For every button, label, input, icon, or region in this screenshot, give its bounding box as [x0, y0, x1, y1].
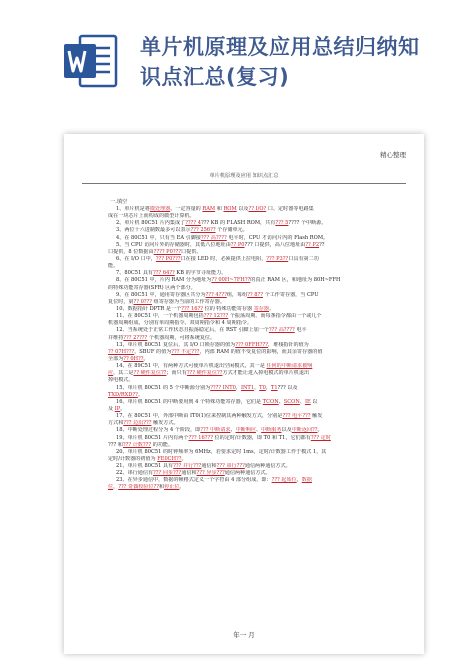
text-line: [108, 285, 398, 292]
text-segment: ，堆栈指针的值为: [268, 341, 309, 348]
text-segment: 全部为: [108, 355, 124, 362]
answer-blank: ??? 高????: [200, 234, 227, 241]
text-segment: 14、在 89C51 中，有两种方式可使单片机退出空闲模式，其一是: [116, 363, 267, 370]
document-subtitle: 单片机原理及应用 知识点汇总: [209, 173, 279, 179]
text-line: [108, 420, 398, 427]
answer-blank: ??? P0???: [155, 255, 181, 262]
answer-blank: 任何的中断请求被响: [266, 363, 313, 370]
answer-blank: ??? 5: [275, 220, 289, 227]
text-line: [108, 385, 398, 392]
text-line: [108, 327, 398, 334]
text-segment: 方式和: [108, 420, 124, 427]
answer-blank: ??? 串行???: [216, 463, 245, 470]
text-segment: 口提供。: [181, 248, 202, 255]
answer-blank: ??? 0FFH???: [235, 341, 268, 348]
text-line: [108, 220, 398, 227]
text-segment: 机器周期组成，分别有单周期指令、双周期指令和 4 周期指令。: [108, 320, 253, 327]
text-segment: 掉电模式。: [108, 377, 134, 384]
text-segment: 并维持: [108, 334, 124, 341]
text-line: [108, 299, 398, 306]
answer-blank: ??? 奇偶校验位??: [118, 484, 159, 491]
answer-blank: ?? P2: [305, 241, 320, 248]
text-segment: 以及: [281, 427, 292, 434]
text-line: [108, 313, 398, 320]
text-segment: 电平: [294, 327, 307, 334]
answer-blank: ??? 16??: [181, 305, 203, 312]
text-line: [108, 406, 398, 413]
answer-blank: INT1: [240, 384, 255, 391]
header-divider: [82, 183, 406, 184]
text-line: [108, 249, 398, 256]
answer-blank: ??? 不定???: [171, 348, 200, 355]
text-segment: 电平时，CPU 才访问片内的 Flash ROM。: [226, 234, 329, 241]
title-line-1: 单片机原理及应用总结归纳知: [140, 35, 420, 59]
answer-blank: ?? 硬件复位??: [133, 370, 167, 377]
text-segment: 。: [317, 427, 323, 434]
text-line: [108, 370, 398, 377]
answer-blank: ??? 边沿???: [123, 420, 152, 427]
text-segment: 。: [268, 305, 275, 312]
answer-blank: ?? 00H~7FH??: [211, 277, 251, 284]
text-line: [108, 435, 398, 442]
answer-blank: ???? 4: [185, 220, 201, 227]
text-segment: 。: [137, 391, 143, 398]
text-segment: 的真正 RAM 区，和地址为 80H~FFH: [250, 277, 341, 284]
answer-blank: 中断响应: [235, 427, 256, 434]
text-line: [108, 363, 398, 370]
text-line: [108, 442, 398, 449]
text-segment: 。: [143, 355, 149, 362]
content-lines: [108, 206, 398, 492]
answer-blank: ?? 0???: [133, 298, 152, 305]
text-segment: 和: [215, 206, 224, 212]
text-segment: 复位时，第: [108, 298, 134, 305]
text-line: [108, 306, 398, 313]
text-line: [108, 292, 398, 299]
answer-blank: ??? 同步???: [153, 470, 182, 477]
text-line: [108, 349, 398, 356]
answer-blank: ?? 07H???: [108, 348, 135, 355]
answer-blank: TCON: [262, 398, 279, 405]
document-title: [140, 32, 460, 92]
answer-blank: ??? 4???: [205, 291, 227, 298]
text-line: [108, 377, 398, 384]
header-banner: [0, 0, 474, 110]
answer-blank: ??? 异步???: [196, 470, 225, 477]
text-line: [108, 427, 398, 434]
text-line: [108, 335, 398, 342]
text-segment: 15、单片机 80C51 的 5 个中断源分别为: [116, 384, 211, 391]
text-line: [108, 449, 398, 456]
text-segment: 19、单片机 80C51 片内有两个: [116, 434, 189, 441]
answer-blank: ?? P0: [230, 241, 245, 248]
text-segment: 1、单片机是将: [116, 206, 150, 212]
text-segment: 能。: [108, 263, 119, 270]
text-line: [108, 256, 398, 263]
answer-blank: ??? 2????: [123, 334, 148, 341]
text-segment: 16、单片机 80C51 的中断要用到 4 个特殊功能寄存器，它们是: [116, 398, 263, 405]
page-footer: 年一 月: [233, 631, 255, 639]
text-segment: 通信和: [181, 470, 197, 477]
word-document-icon: [62, 32, 120, 90]
answer-blank: SCON: [283, 398, 300, 405]
answer-blank: IE: [304, 398, 311, 405]
text-line: [108, 277, 398, 284]
answer-blank: ?? I/O?: [248, 206, 267, 212]
text-segment: 方式才能让进入掉电模式的单片机退出: [222, 370, 310, 377]
text-segment: 、: [230, 427, 236, 434]
text-line: [108, 227, 398, 234]
answer-blank: ??? 硬件复位??: [186, 370, 223, 377]
answer-blank: 停止位: [164, 484, 180, 491]
text-segment: 组，每组: [226, 291, 248, 298]
answer-blank: ???? P0???: [153, 248, 182, 255]
text-segment: 12、当系统处于正常工作状态且振荡稳定后，在 RST 引脚上加一个: [116, 327, 269, 334]
text-segment: 。: [120, 405, 126, 412]
answer-blank: ??? 计数???: [122, 441, 152, 448]
text-segment: 7、80C51 具有: [116, 270, 154, 277]
text-segment: 口在接 LED 时，必须提供上拉电阻，: [180, 255, 267, 262]
text-segment: ，: [296, 477, 302, 484]
answer-blank: T1: [270, 384, 278, 391]
text-segment: ，: [254, 384, 260, 391]
text-segment: 10、数据指针 DPTR 是一个: [116, 305, 182, 312]
answer-blank: 微处理器: [149, 206, 171, 212]
answer-blank: ??? 并行???: [173, 463, 202, 470]
text-segment: 23、在异步通信中，数据的帧格式定义一个字符由 4 部分组成，即：: [116, 477, 272, 484]
answer-blank: 位: [108, 484, 114, 491]
answer-blank: ??? 定时: [310, 434, 331, 441]
text-segment: 位的定时/计数器，即 T0 和 T1，它们都有: [212, 434, 311, 441]
answer-blank: 中断服务: [261, 427, 282, 434]
text-segment: ，SBUF 的值为: [134, 348, 172, 355]
document-page: [64, 134, 424, 654]
text-segment: KB 的字节寻址能力。: [174, 270, 227, 277]
title-line-2: 识点汇总(复习): [140, 65, 290, 89]
answer-blank: TXD/RXD??: [108, 391, 138, 398]
text-segment: 21、单片机 80C51 具有: [116, 463, 174, 470]
text-segment: 通信和: [201, 463, 217, 470]
page-header-label: 精心整理: [380, 151, 406, 159]
text-line: [108, 470, 398, 477]
text-segment: 2、单片机 80C51 片内集成了: [116, 220, 186, 227]
text-line: [108, 392, 398, 399]
answer-blank: ??? 中断请求: [200, 427, 231, 434]
text-segment: 组寄存器为当前的工作寄存器。: [152, 298, 225, 305]
text-line: [108, 206, 398, 213]
text-segment: 的功能。: [151, 441, 174, 448]
text-line: [108, 213, 398, 220]
text-segment: 成在一块芯片上而构成的微型计算机。: [108, 213, 195, 220]
answer-blank: ROM: [223, 206, 237, 212]
answer-blank: ?? 0H??: [123, 355, 144, 362]
answer-blank: T0: [259, 384, 266, 391]
text-segment: 通信两种通信方式。: [244, 463, 291, 470]
text-line: [108, 242, 398, 249]
text-segment: 位的 特殊功能寄存器: [202, 305, 254, 312]
text-segment: 口具有第二功: [288, 255, 319, 262]
answer-blank: ??? 起始位: [271, 477, 297, 484]
text-segment: ，其二是: [113, 370, 134, 377]
text-segment: ??? 以及: [277, 384, 298, 391]
text-segment: 22、串行通信有: [116, 470, 154, 477]
text-line: [108, 356, 398, 363]
answer-blank: 寄存器: [253, 305, 269, 312]
text-segment: 口提供，8 位数据由: [108, 248, 154, 255]
answer-blank: ??? 电平???: [282, 413, 311, 420]
text-segment: 、: [278, 398, 284, 405]
answer-blank: ??? 256??: [190, 227, 216, 234]
text-segment: 5、当 CPU 访问片外的存储器时，其低八位地址由: [116, 241, 231, 248]
text-line: [108, 342, 398, 349]
text-segment: 、: [299, 398, 305, 405]
text-line: [108, 270, 398, 277]
text-segment: 13、单片机 80C51 复位后，其 I/O 口锁存器的值为: [116, 341, 236, 348]
text-segment: 和: [158, 484, 165, 491]
text-line: [108, 456, 398, 463]
text-segment: ??? KB 的 FLASH ROM，共有: [200, 220, 276, 227]
text-segment: 3、两位十六进制数最多可以表示: [116, 227, 191, 234]
text-segment: 以及: [236, 206, 249, 212]
text-segment: ，: [265, 384, 271, 391]
text-segment: 17、在 80C51 中，外部中断由 IT0(1)位来控制其两种触发方式，分别是: [116, 413, 283, 420]
text-segment: 及: [108, 405, 115, 412]
text-segment: 4、在 80C51 中，只有当 EA 引脚接: [116, 234, 201, 241]
text-line: [108, 320, 398, 327]
text-segment: 18、中断处理过程分为 4 个阶段，即: [116, 427, 201, 434]
text-segment: 个机器周期，可将系统复位。: [147, 334, 216, 341]
text-segment: 9、在 80C51 中，通用寄存器区共分为: [116, 291, 206, 298]
text-line: [108, 399, 398, 406]
answer-blank: IP: [114, 405, 121, 412]
answer-blank: ??? P3??: [266, 255, 289, 262]
answer-blank: FE0CH??: [157, 455, 182, 462]
answer-blank: ??? 16???: [188, 434, 213, 441]
text-segment: 以: [310, 398, 318, 405]
text-segment: 。: [181, 455, 187, 462]
answer-blank: ??? 12???: [203, 313, 229, 320]
text-segment: ，: [113, 484, 119, 491]
text-line: [108, 463, 398, 470]
text-segment: 的特殊功能寄存器(SFR) 区两个部分。: [108, 284, 196, 291]
answer-blank: 中断返回??: [291, 427, 318, 434]
text-segment: 。: [179, 484, 185, 491]
text-segment: ，: [235, 384, 241, 391]
text-segment: 8、在 80C51 中，片内 RAM 分为地址为: [116, 277, 212, 284]
answer-blank: ??? 高????: [268, 327, 295, 334]
answer-blank: 数据: [301, 477, 312, 484]
text-segment: 、一定容量的: [170, 206, 203, 212]
answer-blank: ???? INT0: [210, 384, 236, 391]
text-segment: 触发: [310, 413, 323, 420]
text-segment: ??: [319, 241, 325, 248]
section-heading: 一.填空: [110, 199, 128, 205]
text-line: [108, 235, 398, 242]
text-segment: 通信两种通信方式。: [224, 470, 271, 477]
text-segment: 20、单片机 80C51 的时钟频率为 6MHz，若要求定时 1ms，定时/计数器工作于模式 1，其: [116, 448, 327, 455]
text-segment: 6、在 I/O 口中，: [116, 255, 156, 262]
text-line: [108, 484, 398, 491]
text-segment: ，内部 RAM 的值不受复位的影响，而其余寄存器的值: [199, 348, 323, 355]
answer-blank: ?? 8??: [247, 291, 263, 298]
text-line: [108, 477, 398, 484]
text-segment: ???? 个中断源。: [288, 220, 327, 227]
text-segment: 个工作寄存器，当 CPU: [263, 291, 319, 298]
text-segment: 定时/计数器的初值为: [108, 455, 158, 462]
answer-blank: RAM: [202, 206, 216, 212]
text-segment: 11、在 80C51 中，一个机器周期包括: [116, 313, 204, 320]
text-line: [108, 413, 398, 420]
text-segment: 个存储单元。: [215, 227, 248, 234]
text-segment: 个振荡周期，而每条指令都由一个或几个: [228, 313, 322, 320]
text-segment: 、: [255, 427, 262, 434]
answer-blank: 应: [108, 370, 114, 377]
text-segment: ；而只有: [166, 370, 187, 377]
answer-blank: ??? 64??: [153, 270, 175, 277]
text-segment: 口、定时器等电路集: [266, 206, 314, 212]
text-segment: ??? 口提供，高八位地址由: [244, 241, 306, 248]
text-segment: ??? 和: [108, 441, 123, 448]
text-segment: 触发方式。: [151, 420, 179, 427]
text-line: [108, 263, 398, 270]
